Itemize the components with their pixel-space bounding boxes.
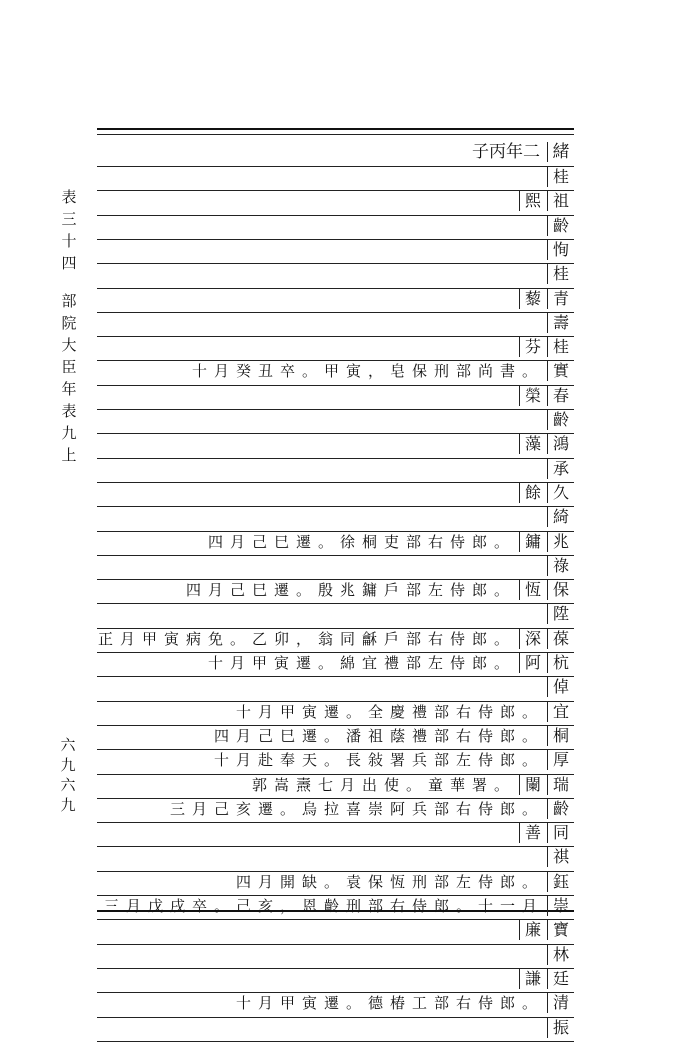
official-name-second-char: 闌 — [519, 775, 546, 795]
official-name-second-char: 熙 — [519, 191, 546, 211]
table-row — [97, 1017, 574, 1039]
official-name-second-char: 鏞 — [519, 532, 546, 552]
event-text: 十月癸丑卒。甲寅，皂保刑部尚書。 — [191, 362, 544, 380]
official-name-char: 綺 — [547, 507, 574, 527]
table-row — [97, 336, 574, 358]
official-name-char: 陞 — [547, 604, 574, 624]
table-row — [97, 215, 574, 237]
official-name-second-char: 恆 — [519, 580, 546, 600]
table-row — [97, 628, 574, 650]
table-row — [97, 822, 574, 844]
table-row — [97, 798, 574, 820]
event-text: 郭嵩燾七月出使。童華署。 — [251, 776, 516, 794]
table-row — [97, 531, 574, 553]
table-row — [97, 239, 574, 261]
official-name-char: 鈺 — [547, 872, 574, 892]
event-text: 十月甲寅遷。德椿工部右侍郎。 — [235, 994, 544, 1012]
table-row — [97, 944, 574, 966]
event-text: 十月甲寅遷。全慶禮部右侍郎。 — [235, 703, 544, 721]
official-name-char: 清 — [547, 993, 574, 1013]
official-name-char: 倬 — [547, 677, 574, 697]
official-name-char: 杭 — [547, 653, 574, 673]
page-number: 六九六九 — [60, 736, 76, 814]
table-row — [97, 871, 574, 893]
header-first-char: 緒 — [547, 142, 574, 162]
official-name-second-char: 深 — [519, 629, 546, 649]
official-name-char: 齡 — [547, 216, 574, 236]
official-name-char: 桂 — [547, 264, 574, 284]
table-row — [97, 263, 574, 285]
official-name-char: 廷 — [547, 969, 574, 989]
official-name-char: 厚 — [547, 750, 574, 770]
official-name-char: 桂 — [547, 337, 574, 357]
top-rule-inner — [97, 134, 574, 135]
official-name-second-char: 廉 — [519, 920, 546, 940]
table-row — [97, 846, 574, 868]
event-text: 三月己亥遷。烏拉喜崇阿兵部右侍郎。 — [169, 800, 544, 818]
event-text: 三月戊戌卒。己亥，恩齡刑部右侍郎。十一月 — [103, 897, 544, 915]
event-text: 十月赴奉天。長敍署兵部左侍郎。 — [213, 751, 544, 769]
table-row — [97, 482, 574, 504]
official-name-char: 恂 — [547, 240, 574, 260]
official-name-char: 寶 — [547, 920, 574, 940]
official-name-second-char: 藻 — [519, 434, 546, 454]
official-name-char: 同 — [547, 823, 574, 843]
official-name-second-char: 藜 — [519, 289, 546, 309]
official-name-char: 振 — [547, 1018, 574, 1038]
table-row — [97, 385, 574, 407]
table-row — [97, 968, 574, 990]
table-row — [97, 288, 574, 310]
official-name-second-char: 餘 — [519, 483, 546, 503]
event-text: 四月開缺。袁保恆刑部左侍郎。 — [235, 873, 544, 891]
event-text: 四月己巳遷。殷兆鏞戶部左侍郎。 — [185, 581, 516, 599]
table-row — [97, 701, 574, 723]
table-row — [97, 603, 574, 625]
margin-title-line-2: 部院大臣年表九上 — [61, 292, 77, 464]
table-row — [97, 433, 574, 455]
official-name-char: 祖 — [547, 191, 574, 211]
table-row — [97, 555, 574, 577]
table-row — [97, 652, 574, 674]
official-name-char: 祺 — [547, 847, 574, 867]
event-text: 正月甲寅病免。乙卯，翁同龢戶部右侍郎。 — [97, 630, 516, 648]
table-row — [97, 409, 574, 431]
table-row — [97, 360, 574, 382]
table-row — [97, 579, 574, 601]
official-name-char: 祿 — [547, 556, 574, 576]
table-row — [97, 312, 574, 334]
margin-title-line-1: 表三十四 — [61, 188, 77, 272]
table-row — [97, 749, 574, 771]
header-row — [97, 140, 574, 166]
table-row — [97, 458, 574, 480]
table-row — [97, 506, 574, 528]
official-name-char: 瑞 — [547, 775, 574, 795]
top-rule — [97, 128, 574, 130]
official-name-char: 春 — [547, 386, 574, 406]
official-name-char: 齡 — [547, 799, 574, 819]
table-row — [97, 774, 574, 796]
official-name-char: 承 — [547, 459, 574, 479]
official-name-second-char: 榮 — [519, 386, 546, 406]
official-name-char: 青 — [547, 289, 574, 309]
table-row — [97, 676, 574, 698]
event-text: 四月己巳遷。徐桐吏部右侍郎。 — [207, 533, 516, 551]
official-name-char: 久 — [547, 483, 574, 503]
official-name-char: 齡 — [547, 410, 574, 430]
table-row — [97, 992, 574, 1014]
table-row — [97, 919, 574, 941]
table-row — [97, 895, 574, 917]
official-name-char: 保 — [547, 580, 574, 600]
table-row — [97, 166, 574, 188]
official-name-char: 林 — [547, 945, 574, 965]
official-name-char: 桐 — [547, 726, 574, 746]
official-name-char: 實 — [547, 361, 574, 381]
table-row — [97, 725, 574, 747]
event-text: 四月己巳遷。潘祖蔭禮部右侍郎。 — [213, 727, 544, 745]
official-name-second-char: 阿 — [519, 653, 546, 673]
official-name-char: 崇 — [547, 896, 574, 916]
official-name-char: 鴻 — [547, 434, 574, 454]
table-row — [97, 190, 574, 212]
official-name-second-char: 芬 — [519, 337, 546, 357]
header-year-text: 子丙年二 — [472, 142, 540, 162]
official-name-char: 宜 — [547, 702, 574, 722]
event-text: 十月甲寅遷。綿宜禮部左侍郎。 — [207, 654, 516, 672]
official-name-char: 壽 — [547, 313, 574, 333]
official-name-char: 桂 — [547, 167, 574, 187]
official-name-char: 兆 — [547, 532, 574, 552]
official-name-char: 葆 — [547, 629, 574, 649]
official-name-second-char: 謙 — [519, 969, 546, 989]
official-name-second-char: 善 — [519, 823, 546, 843]
